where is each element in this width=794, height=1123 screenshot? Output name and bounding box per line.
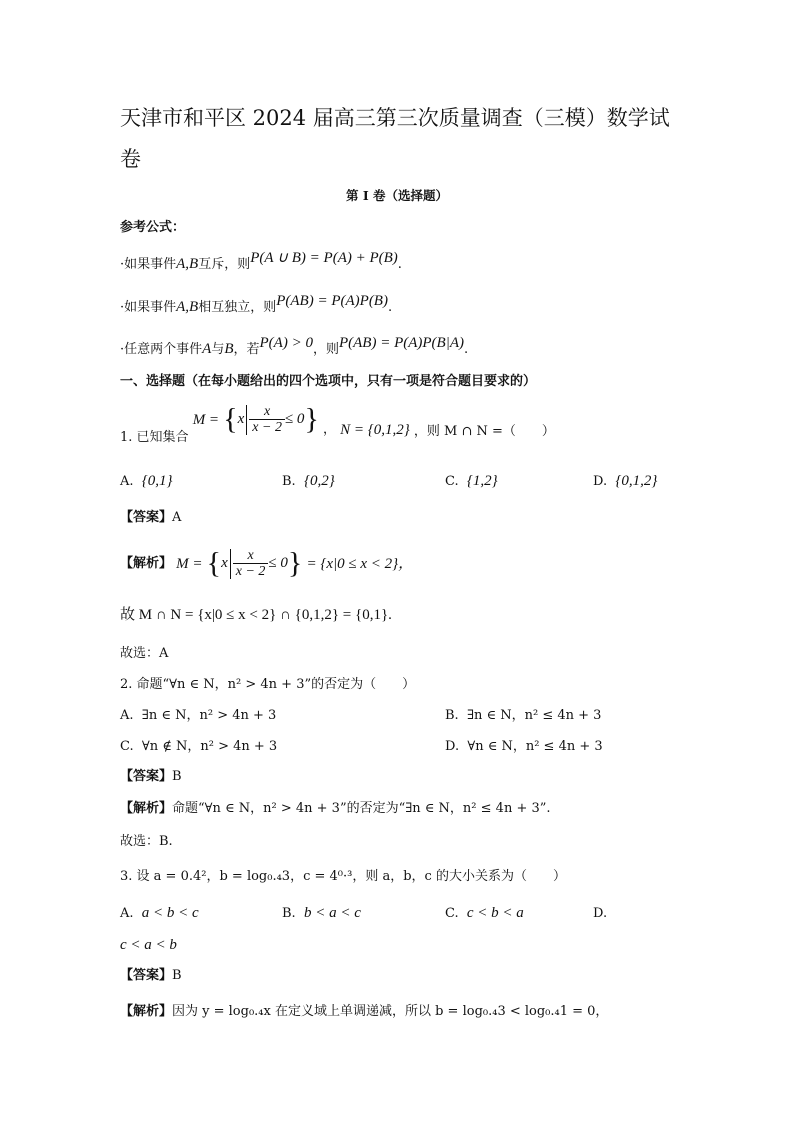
q2-analysis [120,800,551,818]
q1-analysis [120,548,413,588]
q1-frac-num: x [249,404,285,420]
q3-stem: 3. 设 a = 0.4²，b = log₀.₄3，c = 4⁰·³，则 a，b，c 的大小关系为（ ） [120,869,566,884]
q3-option-b-label: B. [282,906,296,921]
q3-option-b [282,904,361,923]
q2-option-d-label: D. [445,739,460,754]
q1-analysis-2-text: 故 M ∩ N = {x|0 ≤ x < 2} ∩ {0,1,2} = {0,1}. [120,607,392,623]
q1-option-b-label: B. [282,474,296,489]
q1-set-bar [246,405,247,435]
q1-option-d [593,472,657,491]
q1-choose: 故选：A [120,646,169,661]
formula-3-cond-pre: ，若 [233,342,260,357]
q1-comma: ， [322,421,336,437]
q1-option-c [445,472,498,491]
q1-prefix: 1. 已知集合 [120,429,189,445]
q3-option-d [593,904,607,923]
q3-answer-value: B [172,968,182,983]
q1-option-c-value: {1,2} [466,473,498,489]
formula-heading: 参考公式： [120,220,186,235]
q1-brace-right: } [304,402,319,436]
q3-option-a-value: a < b < c [141,905,199,921]
q1-analysis-bar [230,549,231,579]
q1-option-b [282,472,335,491]
q1-option-b-value: {0,2} [303,473,335,489]
formula-3-mid: ，则 [312,342,339,357]
formula-2-expr: P(AB) = P(A)P(B) [276,293,388,309]
q3-option-d-wrap [120,936,177,955]
q1-frac-den: x − 2 [252,420,282,435]
q2-option-b-label: B. [445,708,459,723]
q1-analysis-rhs: = {x|0 ≤ x < 2}， [306,555,414,572]
q2-option-c [120,738,277,756]
q1-analysis-var: x [221,555,228,571]
q2-answer [120,768,182,786]
q2-option-a-value: ∃n ∈ N，n² > 4n + 3 [141,708,277,723]
formula-3-cond: P(A) > 0 [259,335,313,351]
q3-answer [120,967,182,985]
formula-1-prefix: ·如果事件 [120,257,177,272]
q1-option-a-label: A. [120,474,134,489]
q1-analysis-tag: 【解析】 [120,555,173,571]
q1-answer [120,509,181,527]
formula-3-and: 与 [211,342,225,357]
q2-option-a [120,707,276,725]
q3-option-b-value: b < a < c [303,905,361,921]
q1-option-d-label: D. [593,474,608,489]
q2-answer-tag: 【答案】 [120,769,173,784]
q2-option-b-value: ∃n ∈ N，n² ≤ 4n + 3 [466,708,602,723]
formula-3-end: . [464,342,469,357]
doc-title-line1: 天津市和平区 2024 届高三第三次质量调查（三模）数学试 [120,106,670,130]
q1-answer-value: A [172,510,182,525]
q1-analysis-set [207,548,303,579]
formula-1-expr: P(A ∪ B) = P(A) + P(B) [250,250,398,266]
q1-fraction [249,404,285,435]
q2-analysis-tag: 【解析】 [120,801,173,816]
q1-analysis-brace-left: { [206,546,222,580]
formula-1-mid: 互斥，则 [198,257,251,272]
q3-analysis-text: 因为 y = log₀.₄x 在定义域上单调递减，所以 b = log₀.₄3 < log₀.₄1 = 0， [172,1004,609,1019]
q3-analysis [120,1003,608,1021]
formula-1-vars: A,B [176,256,199,272]
q1-analysis-2 [120,606,392,625]
formula-2-vars: A,B [176,299,199,315]
q1-analysis-frac-den: x − 2 [235,564,266,579]
formula-2 [120,293,393,317]
q2-choose: 故选：B. [120,834,173,849]
q3-option-a [120,904,199,923]
q1-analysis-lhs: M = [176,555,203,572]
q1-analysis-frac-num: x [233,548,269,564]
q3-option-c-label: C. [445,906,459,921]
q1-frac-cond: ≤ 0 [284,411,305,427]
formula-2-mid: 相互独立，则 [198,300,277,315]
q1-set-var: x [237,411,245,427]
section-heading: 第 I 卷（选择题） [345,188,449,203]
q1-set-m [223,404,319,435]
formula-1 [120,250,402,274]
q1-brace-left: { [223,402,238,436]
q2-option-d-value: ∀n ∈ N，n² ≤ 4n + 3 [467,739,603,754]
q3-option-c-value: c < b < a [466,905,524,921]
q3-option-d-wrap-value: c < a < b [120,937,177,953]
q2-option-c-label: C. [120,739,134,754]
formula-3-prefix: ·任意两个事件 [120,342,203,357]
q3-option-c [445,904,524,923]
formula-3 [120,335,469,359]
q1-option-a [120,472,173,491]
q2-answer-value: B [172,769,182,784]
q1-analysis-brace-right: } [287,546,303,580]
q1-analysis-fraction [233,548,269,579]
q1-option-a-value: {0,1} [141,473,173,489]
q2-option-c-value: ∀n ∉ N，n² > 4n + 3 [141,739,278,754]
q3-answer-tag: 【答案】 [120,968,173,983]
q2-option-a-label: A. [120,708,134,723]
q1-set-m-lhs: M = [192,411,220,428]
q1-set-n: N = {0,1,2} [340,421,410,438]
formula-3-expr: P(AB) = P(A)P(B|A) [338,335,464,351]
formula-2-end: . [387,300,393,315]
q1-analysis-cond: ≤ 0 [268,555,288,571]
formula-2-prefix: ·如果事件 [120,300,177,315]
q1-option-c-label: C. [445,474,459,489]
q3-option-a-label: A. [120,906,134,921]
q2-option-d [445,738,603,756]
q1-option-d-value: {0,1,2} [615,473,658,489]
q3-analysis-tag: 【解析】 [120,1004,173,1019]
question-1 [120,402,555,450]
doc-title-line2: 卷 [120,147,141,171]
formula-3-var-b: B [224,341,234,357]
part-heading: 一、选择题（在每小题给出的四个选项中，只有一项是符合题目要求的） [120,374,537,389]
q2-stem: 2. 命题“∀n ∈ N，n² > 4n + 3”的否定为（ ） [120,677,416,692]
q2-analysis-text: 命题“∀n ∈ N，n² > 4n + 3”的否定为“∃n ∈ N，n² ≤ 4n + 3”. [172,801,551,816]
q2-option-b [445,707,601,725]
q1-ask: ，则 M ∩ N =（ ） [413,423,555,439]
q1-answer-tag: 【答案】 [120,510,173,525]
formula-3-var-a: A [202,341,212,357]
q3-option-d-label: D. [593,906,608,921]
formula-1-end: . [397,257,402,272]
